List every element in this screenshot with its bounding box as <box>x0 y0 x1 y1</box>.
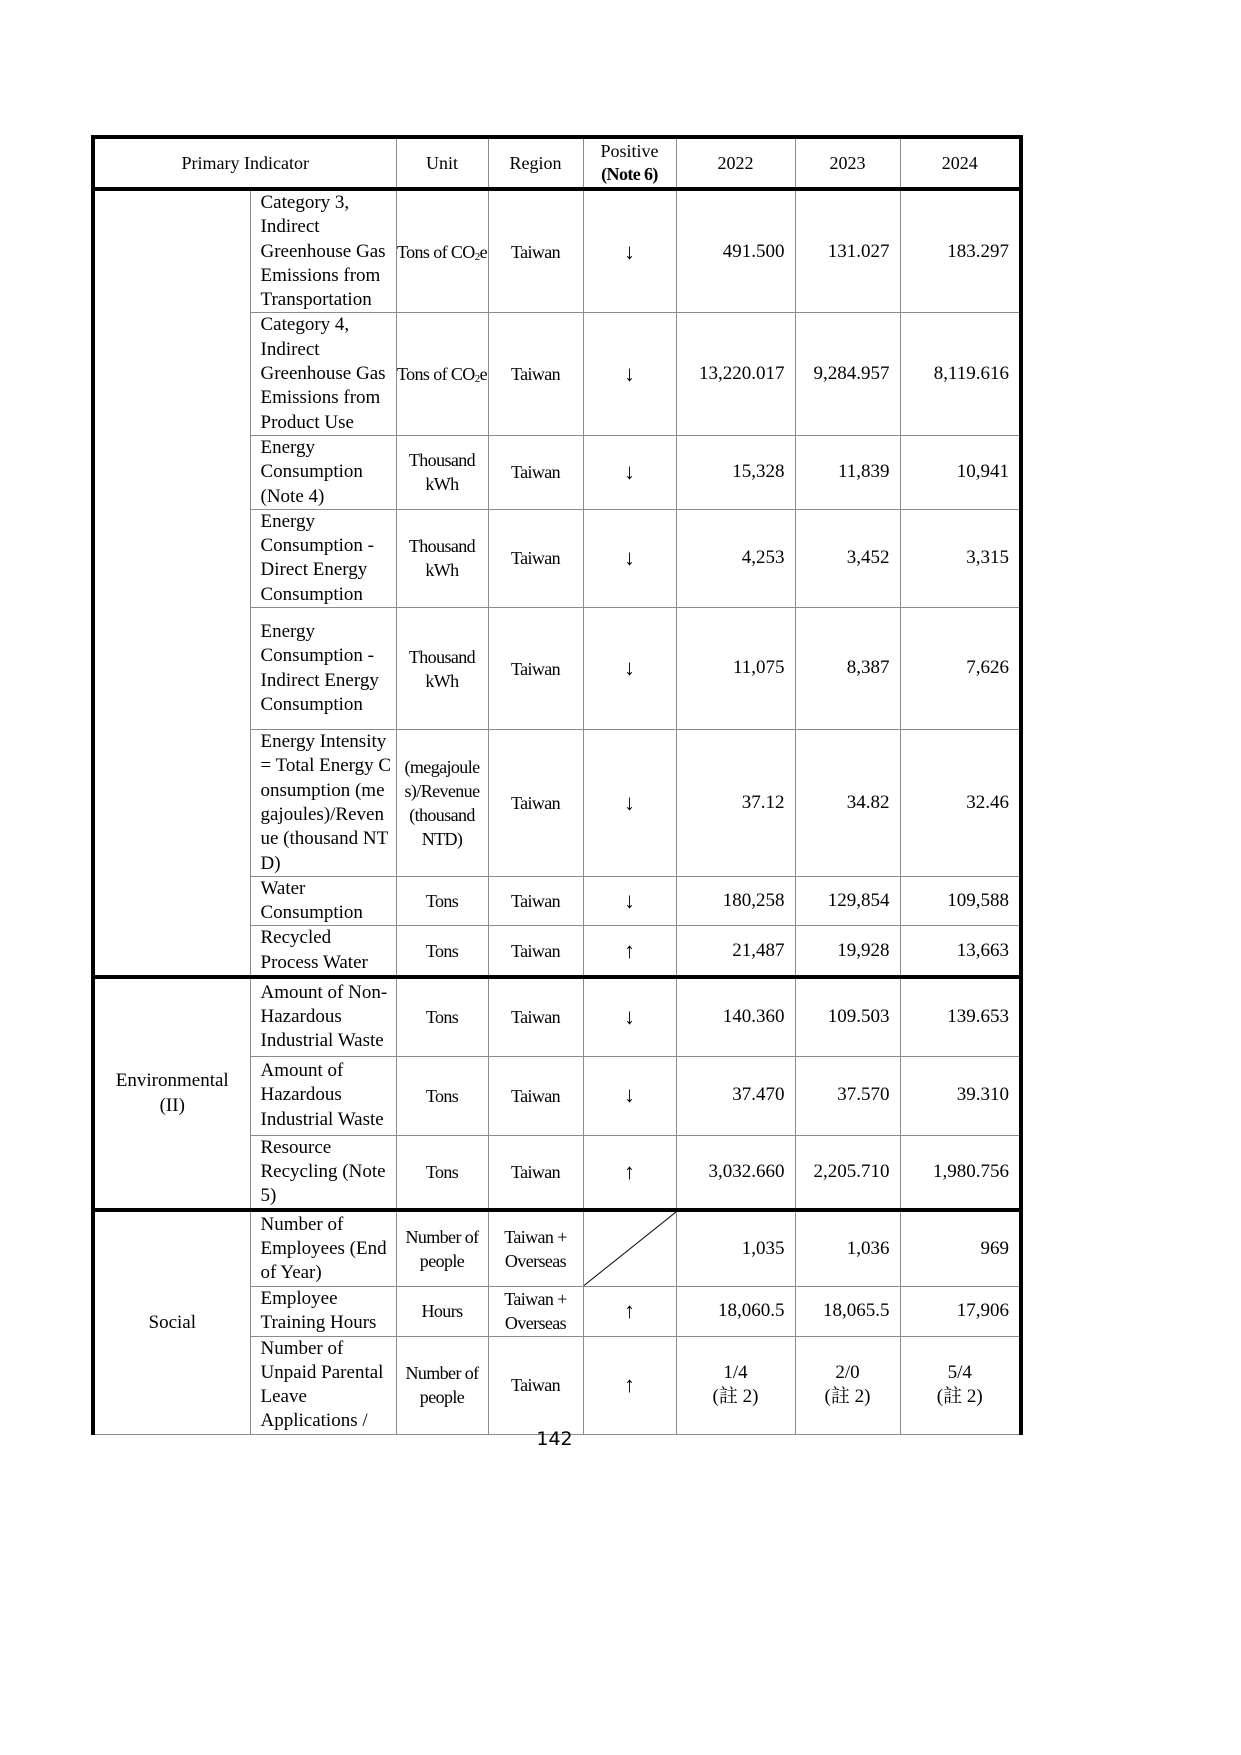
down-arrow-icon: ↓ <box>583 313 676 435</box>
up-arrow-icon: ↑ <box>583 1135 676 1210</box>
group-social: Social <box>93 1210 250 1434</box>
value-2024: 8,119.616 <box>900 313 1021 435</box>
value-2023: 37.570 <box>795 1056 900 1135</box>
value-text: 5/4 <box>947 1361 972 1383</box>
value-2023: 34.82 <box>795 730 900 877</box>
value-2023: 3,452 <box>795 509 900 607</box>
region-cell: Taiwan <box>488 977 583 1056</box>
down-arrow-icon: ↓ <box>583 730 676 877</box>
header-region: Region <box>488 137 583 189</box>
value-2024: 109,588 <box>900 876 1021 926</box>
unit-suffix: e <box>479 364 488 385</box>
region-cell: Taiwan <box>488 876 583 926</box>
header-year-2024: 2024 <box>900 137 1021 189</box>
indicator-cell: Energy Consumption - Indirect Energy Consumption <box>250 608 396 730</box>
value-text: 1/4 <box>723 1361 748 1383</box>
group-environmental-i <box>93 189 250 977</box>
value-2022: 180,258 <box>676 876 795 926</box>
indicator-cell: Energy Consumption - Direct Energy Consumption <box>250 509 396 607</box>
unit-cell: (megajoules)/Revenue (thousand NTD) <box>396 730 488 877</box>
indicator-cell: Energy Consumption (Note 4) <box>250 435 396 509</box>
group-environmental-ii: Environmental (II) <box>93 977 250 1210</box>
value-2024: 969 <box>900 1210 1021 1286</box>
unit-cell: Thousand kWh <box>396 608 488 730</box>
value-2022: 140.360 <box>676 977 795 1056</box>
region-cell: Taiwan <box>488 926 583 977</box>
unit-cell <box>396 189 488 313</box>
header-year-2022: 2022 <box>676 137 795 189</box>
value-2022: 18,060.5 <box>676 1286 795 1336</box>
value-2022: 15,328 <box>676 435 795 509</box>
indicator-cell: Category 4, Indirect Greenhouse Gas Emissions from Product Use <box>250 313 396 435</box>
down-arrow-icon: ↓ <box>583 977 676 1056</box>
unit-cell: Tons <box>396 1135 488 1210</box>
value-2023: 1,036 <box>795 1210 900 1286</box>
down-arrow-icon: ↓ <box>583 189 676 313</box>
region-cell: Taiwan <box>488 189 583 313</box>
unit-suffix: e <box>479 241 488 262</box>
value-2023: 8,387 <box>795 608 900 730</box>
table-row <box>93 977 1021 1056</box>
value-2023: 109.503 <box>795 977 900 1056</box>
value-2024: 17,906 <box>900 1286 1021 1336</box>
region-cell: Taiwan + Overseas <box>488 1210 583 1286</box>
value-2024: 7,626 <box>900 608 1021 730</box>
value-2022: 37.470 <box>676 1056 795 1135</box>
unit-cell: Number of people <box>396 1336 488 1434</box>
down-arrow-icon: ↓ <box>583 608 676 730</box>
region-cell: Taiwan <box>488 1336 583 1434</box>
indicator-cell: Category 3, Indirect Greenhouse Gas Emissions from Transportation <box>250 189 396 313</box>
down-arrow-icon: ↓ <box>583 876 676 926</box>
unit-text: Tons of CO <box>396 241 475 262</box>
value-2022 <box>676 1336 795 1434</box>
unit-cell: Hours <box>396 1286 488 1336</box>
value-2024: 13,663 <box>900 926 1021 977</box>
value-2023: 2,205.710 <box>795 1135 900 1210</box>
indicator-cell: Employee Training Hours <box>250 1286 396 1336</box>
region-cell: Taiwan <box>488 1056 583 1135</box>
unit-text: Tons of CO <box>396 364 475 385</box>
up-arrow-icon: ↑ <box>583 1286 676 1336</box>
header-year-2023: 2023 <box>795 137 900 189</box>
value-2023 <box>795 1336 900 1434</box>
diagonal-slash-icon <box>584 1212 676 1286</box>
note-reference: (註 2) <box>824 1386 871 1408</box>
value-2022: 21,487 <box>676 926 795 977</box>
indicator-cell: Amount of Hazardous Industrial Waste <box>250 1056 396 1135</box>
value-2023: 131.027 <box>795 189 900 313</box>
value-2024 <box>900 1336 1021 1434</box>
value-2024: 32.46 <box>900 730 1021 877</box>
value-2022: 37.12 <box>676 730 795 877</box>
indicator-cell: Number of Unpaid Parental Leave Applications / <box>250 1336 396 1434</box>
region-cell: Taiwan <box>488 730 583 877</box>
unit-cell: Thousand kWh <box>396 435 488 509</box>
region-cell: Taiwan <box>488 313 583 435</box>
value-2022: 13,220.017 <box>676 313 795 435</box>
unit-subscript: 2 <box>474 250 480 263</box>
down-arrow-icon: ↓ <box>583 509 676 607</box>
value-2023: 9,284.957 <box>795 313 900 435</box>
value-2024: 1,980.756 <box>900 1135 1021 1210</box>
region-cell: Taiwan <box>488 435 583 509</box>
value-2024: 39.310 <box>900 1056 1021 1135</box>
indicator-cell: Number of Employees (End of Year) <box>250 1210 396 1286</box>
unit-subscript: 2 <box>474 373 480 386</box>
value-2023: 129,854 <box>795 876 900 926</box>
header-positive-label: Positive <box>600 141 659 161</box>
value-2022: 11,075 <box>676 608 795 730</box>
table-row <box>93 1210 1021 1286</box>
value-2023: 18,065.5 <box>795 1286 900 1336</box>
value-2022: 4,253 <box>676 509 795 607</box>
unit-cell: Number of people <box>396 1210 488 1286</box>
indicator-cell: Water Consumption <box>250 876 396 926</box>
not-applicable-diagonal-cell <box>583 1210 676 1286</box>
value-2022: 491.500 <box>676 189 795 313</box>
value-2024: 3,315 <box>900 509 1021 607</box>
note-reference: (註 2) <box>712 1386 759 1408</box>
region-cell: Taiwan <box>488 509 583 607</box>
indicator-table-container <box>91 135 1019 1435</box>
unit-cell: Tons <box>396 926 488 977</box>
table-header-row <box>93 137 1021 189</box>
up-arrow-icon: ↑ <box>583 1336 676 1434</box>
unit-cell <box>396 313 488 435</box>
esg-indicator-table <box>91 135 1023 1435</box>
value-2024: 139.653 <box>900 977 1021 1056</box>
region-cell: Taiwan <box>488 1135 583 1210</box>
down-arrow-icon: ↓ <box>583 435 676 509</box>
unit-cell: Tons <box>396 876 488 926</box>
value-2023: 19,928 <box>795 926 900 977</box>
unit-cell: Tons <box>396 1056 488 1135</box>
header-unit: Unit <box>396 137 488 189</box>
value-2024: 10,941 <box>900 435 1021 509</box>
value-2023: 11,839 <box>795 435 900 509</box>
indicator-cell: Recycled Process Water <box>250 926 396 977</box>
header-positive <box>583 137 676 189</box>
page-number: 142 <box>536 1428 573 1450</box>
region-cell: Taiwan + Overseas <box>488 1286 583 1336</box>
unit-cell: Thousand kWh <box>396 509 488 607</box>
value-2022: 1,035 <box>676 1210 795 1286</box>
unit-cell: Tons <box>396 977 488 1056</box>
value-2022: 3,032.660 <box>676 1135 795 1210</box>
value-2024: 183.297 <box>900 189 1021 313</box>
header-primary-indicator: Primary Indicator <box>93 137 396 189</box>
value-text: 2/0 <box>835 1361 860 1383</box>
header-positive-note: (Note 6) <box>601 164 658 184</box>
region-cell: Taiwan <box>488 608 583 730</box>
down-arrow-icon: ↓ <box>583 1056 676 1135</box>
table-row <box>93 189 1021 313</box>
note-reference: (註 2) <box>936 1386 983 1408</box>
indicator-cell: Energy Intensity = Total Energy Consumption (megajoules)/Revenue (thousand NTD) <box>250 730 396 877</box>
indicator-cell: Amount of Non-Hazardous Industrial Waste <box>250 977 396 1056</box>
up-arrow-icon: ↑ <box>583 926 676 977</box>
indicator-cell: Resource Recycling (Note 5) <box>250 1135 396 1210</box>
